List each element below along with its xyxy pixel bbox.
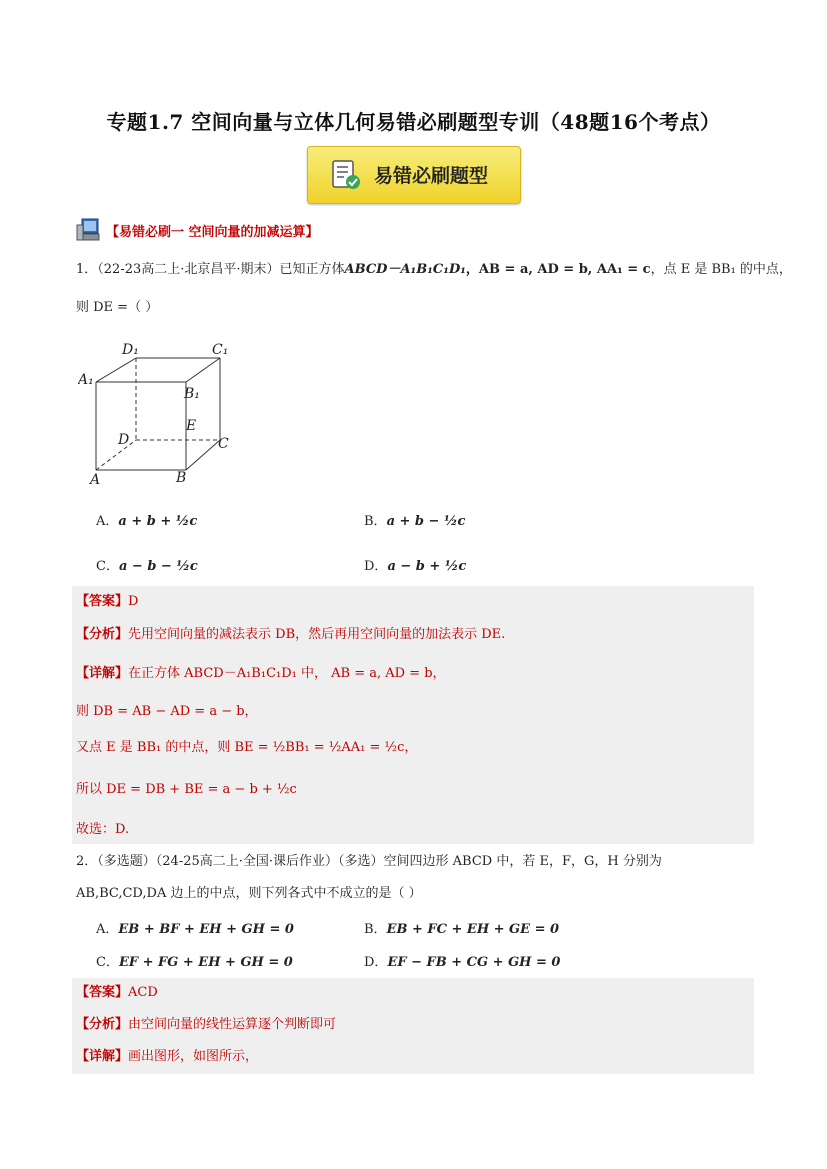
q1-option-c[interactable] <box>96 555 198 574</box>
option-letter: D． <box>364 955 388 970</box>
analysis-text: 先用空间向量的减法表示 DB，然后再用空间向量的加法表示 DE. <box>128 627 506 642</box>
option-letter: A． <box>96 922 119 937</box>
q1-detail-2: 则 DB = AB − AD = a − b， <box>76 704 258 719</box>
q2-option-b[interactable] <box>364 918 559 937</box>
q1-detail-3: 又点 E 是 BB₁ 的中点，则 BE = ½BB₁ = ½AA₁ = ½c， <box>76 740 418 755</box>
label-a: A <box>90 472 101 488</box>
q2-analysis <box>76 1015 336 1035</box>
q1-mid: ，点 E 是 BB₁ 的中点， <box>650 262 792 277</box>
q2-option-c[interactable] <box>96 951 293 970</box>
section-label: 【易错必刷一 空间向量的加减运算】 <box>106 224 319 240</box>
answer-value: D <box>128 594 139 609</box>
option-letter: C． <box>96 559 119 574</box>
answer-tag: 【答案】 <box>76 985 129 1000</box>
q1-cube-name: ABCD－A₁B₁C₁D₁ <box>344 262 466 277</box>
q2-stem-line1: 2．（多选题）（24-25高二上·全国·课后作业）（多选）空间四边形 ABCD 中，若 E，F，G，H 分别为 <box>76 854 662 869</box>
q2-stem-line2: AB,BC,CD,DA 边上的中点，则下列各式中不成立的是（ ） <box>76 886 422 901</box>
banner-label: 易错必刷题型 <box>374 165 489 187</box>
q1-stem-line1 <box>76 260 792 280</box>
option-letter: A． <box>96 514 119 529</box>
label-b1: B₁ <box>184 386 200 402</box>
answer-value: ACD <box>128 985 158 1000</box>
label-d1: D₁ <box>122 342 139 358</box>
q1-option-b[interactable] <box>364 510 465 529</box>
q2-detail <box>76 1047 258 1067</box>
q1-prefix: 1．（22-23高二上·北京昌平·期末）已知正方体 <box>76 262 345 277</box>
label-b: B <box>176 470 187 486</box>
option-expr: a + b − ½c <box>386 514 466 529</box>
checklist-icon <box>330 159 362 191</box>
option-expr: a − b + ½c <box>387 559 467 574</box>
q1-conclusion: 故选：D. <box>76 822 130 837</box>
answer-tag: 【答案】 <box>76 594 129 609</box>
option-expr: EF − FB + CG + GH = 0 <box>387 955 561 970</box>
q1-answer <box>76 592 138 612</box>
q2-option-a[interactable] <box>96 918 294 937</box>
option-expr: a − b − ½c <box>118 559 198 574</box>
detail-tag: 【详解】 <box>76 1049 129 1064</box>
option-letter: B． <box>364 514 387 529</box>
label-c1: C₁ <box>212 342 229 358</box>
option-expr: EB + FC + EH + GE = 0 <box>386 922 560 937</box>
q1-given: ，AB = a, AD = b, AA₁ = c <box>465 262 651 277</box>
q1-option-a[interactable] <box>96 510 197 529</box>
analysis-tag: 【分析】 <box>76 627 129 642</box>
option-expr: EB + BF + EH + GH = 0 <box>118 922 294 937</box>
q2-option-d[interactable] <box>364 951 560 970</box>
q1-detail-1 <box>76 664 446 684</box>
label-e: E <box>186 418 197 434</box>
option-expr: EF + FG + EH + GH = 0 <box>118 955 293 970</box>
q1-analysis <box>76 625 505 645</box>
analysis-tag: 【分析】 <box>76 1017 129 1032</box>
q1-detail-4: 所以 DE = DB + BE = a − b + ½c <box>76 782 297 797</box>
label-d: D <box>118 432 130 448</box>
topic-banner <box>307 146 521 204</box>
q1-ask: 则 DE =（ ） <box>76 300 159 315</box>
section-heading <box>76 217 319 243</box>
detail-text: 画出图形，如图所示， <box>128 1049 259 1064</box>
detail-tag: 【详解】 <box>76 666 129 681</box>
option-letter: D． <box>364 559 388 574</box>
label-c: C <box>218 436 229 452</box>
label-a1: A₁ <box>78 372 94 388</box>
analysis-text: 由空间向量的线性运算逐个判断即可 <box>128 1017 337 1032</box>
option-letter: B． <box>364 922 387 937</box>
q1-option-d[interactable] <box>364 555 466 574</box>
cube-figure <box>78 336 248 488</box>
q2-answer <box>76 983 158 1003</box>
option-letter: C． <box>96 955 119 970</box>
computer-icon <box>76 217 102 243</box>
detail-text: 在正方体 ABCD－A₁B₁C₁D₁ 中， AB = a, AD = b， <box>128 666 446 681</box>
option-expr: a + b + ½c <box>118 514 198 529</box>
page-title: 专题1.7 空间向量与立体几何易错必刷题型专训（48题16个考点） <box>106 110 721 134</box>
